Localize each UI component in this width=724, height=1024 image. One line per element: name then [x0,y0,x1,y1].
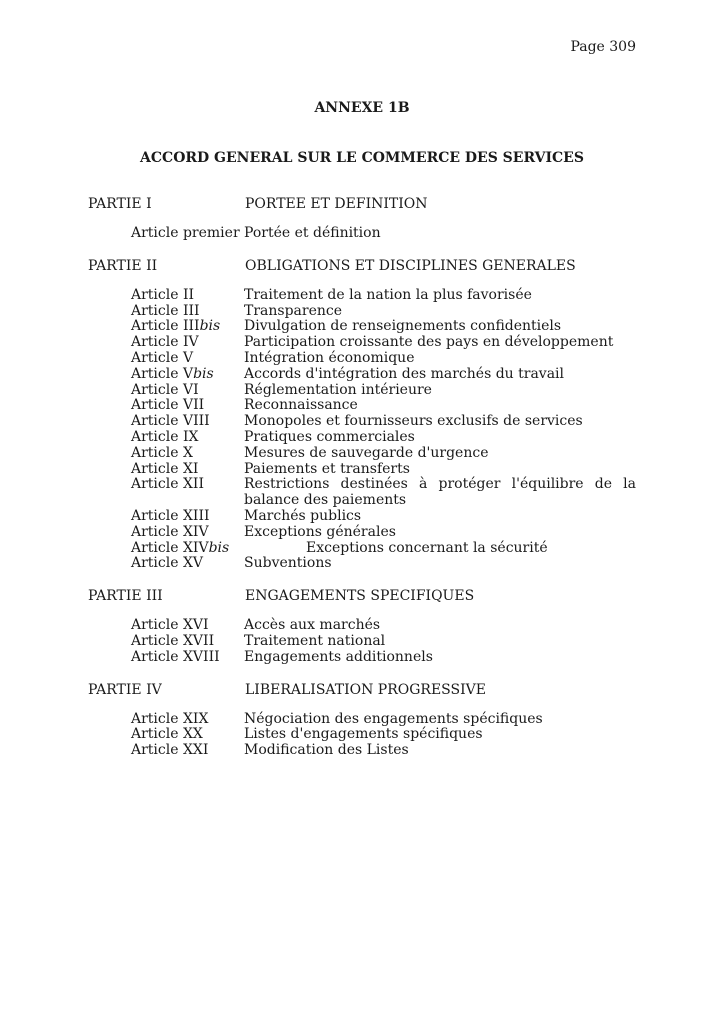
article-title: Traitement national [244,632,386,649]
page-number: Page 309 [570,39,636,55]
article-title: Transparence [244,302,343,319]
document-title: ACCORD GENERAL SUR LE COMMERCE DES SERVICES [140,150,584,166]
article-entry [88,226,636,242]
part-label: PARTIE IV [88,681,162,698]
article-number [131,319,244,335]
part-heading [88,258,636,274]
article-number-text: Article XIX [131,710,209,727]
article-entry [88,525,636,541]
article-number [131,430,244,446]
article-number-text: Article IV [131,334,199,351]
article-number-text: Article XXI [131,742,209,759]
article-number-text: Article X [131,444,193,461]
article-number [131,650,244,666]
article-title: Intégration économique [244,349,415,366]
article-number-text: Article VII [131,397,205,414]
article-title: Exceptions concernant la sécurité [306,539,548,556]
article-entry [88,367,636,383]
article-title: Portée et définition [244,225,381,241]
article-number [131,367,244,383]
article-number [131,509,244,525]
article-entry [88,414,636,430]
article-number [131,477,244,509]
article-entry [88,446,636,462]
article-entry [88,634,636,650]
article-entry [88,509,636,525]
article-number-text: Article V [131,365,194,382]
article-entry [88,351,636,367]
article-entry [88,618,636,634]
article-title: Traitement de la nation la plus favorisée [244,286,532,303]
article-title: Modification des Listes [244,742,409,759]
article-entry [88,398,636,414]
article-entry [88,335,636,351]
part-label: PARTIE I [88,196,152,212]
article-title: Marchés publics [244,507,362,524]
article-number [131,383,244,399]
article-entry [88,430,636,446]
article-title: Engagements additionnels [244,648,433,665]
table-of-contents [88,196,636,775]
article-number-text: Article V [131,349,194,366]
article-number-text: Article VI [131,381,199,398]
article-title: Pratiques commerciales [244,428,415,445]
article-title: Exceptions générales [244,523,396,540]
article-list [88,618,636,665]
article-list [88,712,636,759]
annex-heading: ANNEXE 1B [314,100,410,116]
part-heading [88,588,636,604]
article-number-text: Article XIV [131,523,209,540]
article-number [131,304,244,320]
article-number [131,634,244,650]
article-number [131,335,244,351]
part-title: LIBERALISATION PROGRESSIVE [245,681,486,698]
article-number-text: Article XV [131,555,204,572]
article-number-text: Article XVIII [131,648,220,665]
article-number [131,712,244,728]
article-entry [88,743,636,759]
article-number-text: Article XVI [131,617,209,634]
article-entry [88,650,636,666]
article-number-suffix: bis [199,318,221,335]
article-entry [88,727,636,743]
article-number [131,727,244,743]
article-title: Réglementation intérieure [244,381,432,398]
article-entry [88,304,636,320]
article-number [131,556,244,572]
article-number [131,446,244,462]
article-entry [88,462,636,478]
article-number-suffix: bis [208,539,230,556]
article-entry [88,712,636,728]
part-title: ENGAGEMENTS SPECIFIQUES [245,588,475,605]
article-number-suffix: bis [193,365,214,382]
article-entry [88,319,636,335]
article-title: Subventions [244,555,332,572]
article-number-text: Article XIV [131,539,209,556]
article-title: Reconnaissance [244,397,358,414]
article-title: Listes d'engagements spécifiques [244,726,483,743]
article-number-text: Article II [131,286,195,303]
article-number [131,414,244,430]
article-list [88,226,636,242]
article-entry [88,541,636,557]
article-title: Participation croissante des pays en développement [244,334,614,351]
article-list [88,288,636,572]
article-title: Accords d'intégration des marchés du travail [244,365,565,382]
article-number-text: Article XX [131,726,203,743]
article-title: Monopoles et fournisseurs exclusifs de services [244,413,583,430]
article-number [131,351,244,367]
article-number [131,226,244,242]
article-number [131,541,244,557]
article-number-text: Article XII [131,476,204,493]
article-number [131,398,244,414]
part-label: PARTIE II [88,257,158,274]
article-number-text: Article VIII [131,413,210,430]
article-title: Négociation des engagements spécifiques [244,710,543,727]
part-heading [88,682,636,698]
article-title: Accès aux marchés [244,617,381,634]
article-title: Divulgation de renseignements confidentiels [244,318,562,335]
part-title: OBLIGATIONS ET DISCIPLINES GENERALES [245,257,576,274]
article-number-text: Article IX [131,428,199,445]
article-entry [88,477,636,509]
part-label: PARTIE III [88,588,163,605]
part-heading [88,196,636,212]
article-title: Paiements et transferts [244,460,410,477]
article-entry [88,556,636,572]
article-number-text: Article III [131,302,200,319]
article-entry [88,383,636,399]
article-number [131,743,244,759]
article-number-text: Article premier [131,225,240,241]
article-entry [88,288,636,304]
article-title: Mesures de sauvegarde d'urgence [244,444,489,461]
article-title: Restrictions destinées à protéger l'équilibre de la balance des paiements [244,476,636,509]
article-number-text: Article XI [131,460,199,477]
article-number [131,525,244,541]
article-number [131,618,244,634]
article-number [131,288,244,304]
article-number-text: Article III [131,318,200,335]
part-title: PORTEE ET DEFINITION [245,196,428,212]
article-number-text: Article XIII [131,507,210,524]
article-number-text: Article XVII [131,632,215,649]
article-number [131,462,244,478]
